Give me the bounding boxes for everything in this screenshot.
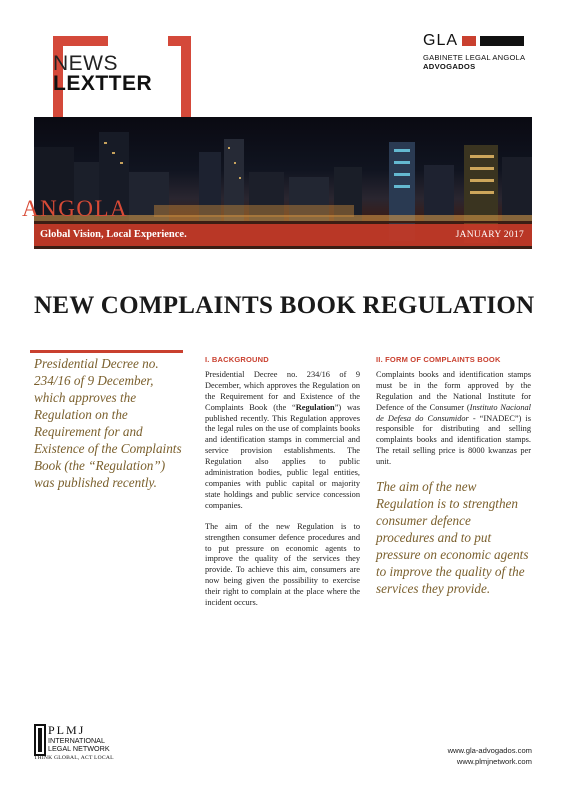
plmj-logo-name: PLMJ — [48, 723, 86, 737]
gla-logo-letters: GLA — [423, 32, 459, 49]
gla-logo-red-bar — [462, 36, 476, 46]
footer-url-plmj[interactable]: www.plmjnetwork.com — [456, 757, 532, 766]
masthead-lextter: LEXTTER — [53, 72, 153, 95]
section-background-heading: I. BACKGROUND — [205, 355, 269, 364]
pull-quote: The aim of the new Regulation is to strengthen consumer defence procedures and to put pressure on economic agents to improve the quality of the services they provide. — [376, 479, 529, 597]
plmj-logo-line-2: LEGAL NETWORK — [48, 744, 110, 753]
section-background — [205, 355, 360, 619]
plmj-logo-line-1: INTERNATIONAL — [48, 736, 105, 745]
masthead-frame-gap — [108, 36, 168, 46]
plmj-logo-mark — [34, 724, 46, 756]
banner-tagline: Global Vision, Local Experience. — [40, 229, 187, 240]
gla-logo — [423, 32, 533, 71]
gla-logo-name: GABINETE LEGAL ANGOLA — [423, 53, 526, 62]
masthead-news: NEWS — [53, 52, 118, 75]
section-background-paragraph-2: The aim of the new Regulation is to strengthen consumer defence procedures and to put pressure on economic agents to improve the quality of the services they provide. To achieve this aim, consumers are now being given the possibility to exercise their right to complain at the place where the incident occurs. — [205, 521, 360, 608]
lead-summary: Presidential Decree no. 234/16 of 9 December, which approves the Regulation on the Requirement for and Existence of the Complaints Book (the “Regulation”) was published recently. — [34, 356, 182, 490]
gla-logo-black-bar — [480, 36, 524, 46]
section-form-heading: II. FORM OF COMPLAINTS BOOK — [376, 355, 501, 364]
section-background-paragraph-1: Presidential Decree no. 234/16 of 9 December, which approves the Regulation on the Requirement for and Existence of the Complaints Book (the “Regulation”) was published recently. This Regulation approves the legal rules on the use of complaints books and identification stamps in commercial and service provision establishments. The Regulation also applies to public administration bodies, public legal entities, companies with public capital or majority state holdings and public service concession companies. — [205, 369, 360, 510]
footer-url-gla[interactable]: www.gla-advogados.com — [447, 746, 532, 755]
section-form — [376, 355, 531, 597]
banner-country: ANGOLA — [22, 196, 129, 221]
gla-logo-subtitle: ADVOGADOS — [423, 62, 476, 71]
footer-urls — [448, 745, 532, 767]
page-title: NEW COMPLAINTS BOOK REGULATION — [34, 292, 535, 319]
plmj-logo-slogan: THINK GLOBAL, ACT LOCAL — [34, 755, 114, 761]
section-form-paragraph-1: Complaints books and identification stamps must be in the form approved by the Regulation and the National Institute for Defence of the Consumer (Instituto Nacional de Defesa do Consumidor - “INADEC”) is responsible for distributing and selling complaints books and identification stamps. The retail selling price is 8000 kwanzas per unit. — [376, 369, 531, 467]
banner-date: JANUARY 2017 — [455, 230, 524, 240]
